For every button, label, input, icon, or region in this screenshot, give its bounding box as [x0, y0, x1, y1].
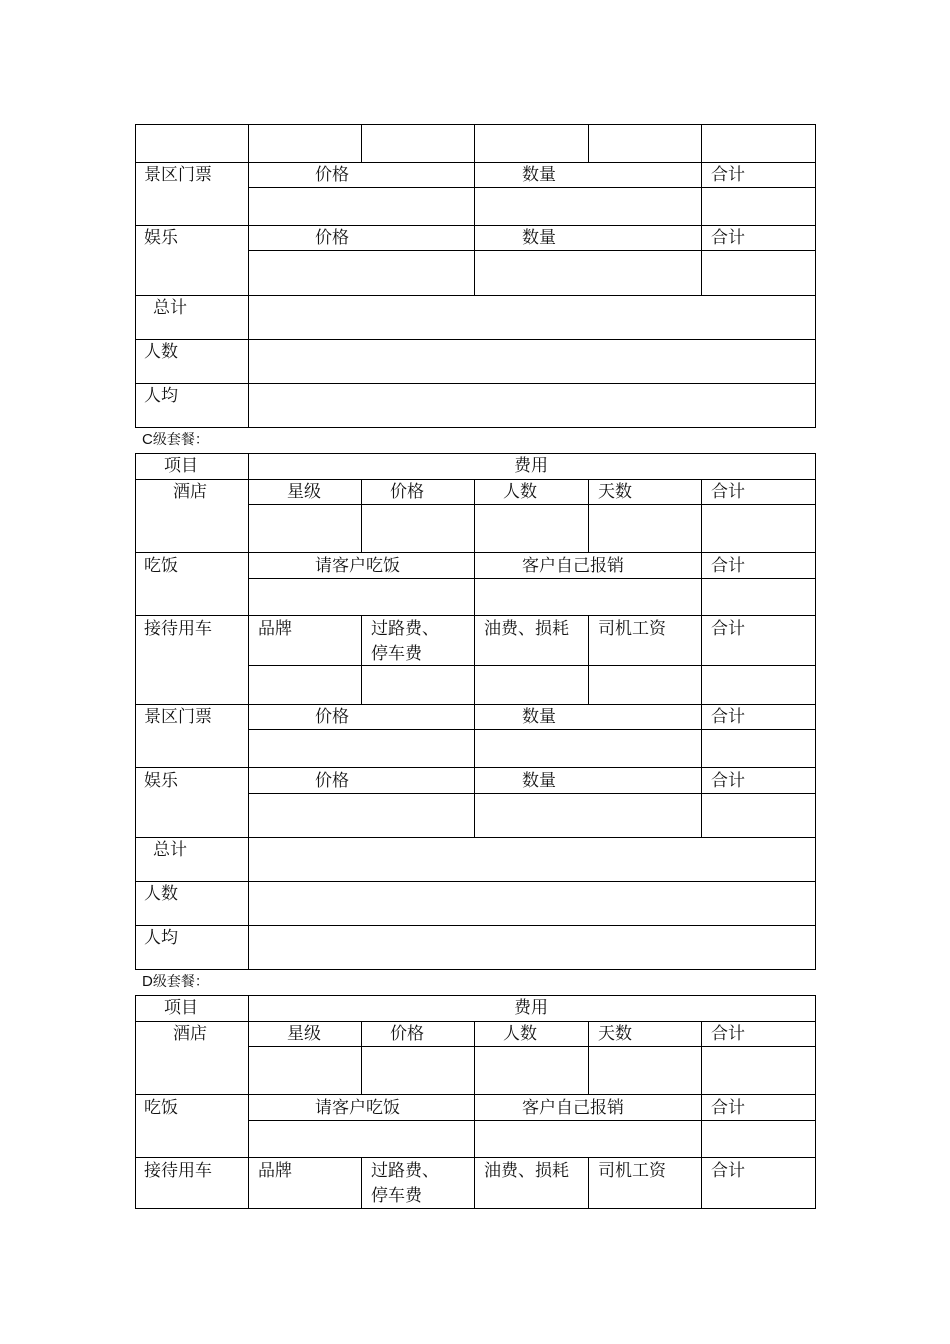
col-price: 价格: [390, 482, 424, 502]
table-rule: [135, 124, 136, 428]
table-rule: [361, 479, 362, 553]
table-rule: [248, 187, 816, 188]
col-total: 合计: [711, 165, 745, 185]
col-driver-wage: 司机工资: [598, 1161, 666, 1181]
col-people: 人数: [503, 1024, 537, 1044]
row-label-meal: 吃饭: [144, 556, 178, 576]
caption-text: 级套餐：: [152, 974, 209, 990]
row-label-per-person: 人均: [144, 928, 178, 948]
table-rule: [135, 837, 816, 838]
table-rule: [588, 1157, 589, 1209]
table-rule: [135, 295, 816, 296]
caption-text: 级套餐：: [152, 432, 209, 448]
col-price: 价格: [315, 771, 349, 791]
table-rule: [135, 383, 816, 384]
col-total: 合计: [711, 619, 745, 639]
table-rule: [135, 1157, 816, 1158]
table-rule: [815, 124, 816, 428]
table-rule: [248, 578, 816, 579]
col-days: 天数: [598, 1024, 632, 1044]
col-treat-client: 请客户吃饭: [315, 1098, 400, 1118]
table-rule: [135, 427, 816, 428]
table-rule: [135, 881, 816, 882]
col-total: 合计: [711, 1024, 745, 1044]
table-rule: [135, 995, 136, 1209]
table-rule: [361, 615, 362, 704]
header-cost: 费用: [514, 456, 548, 476]
table-rule: [701, 1021, 702, 1209]
header-item: 项目: [164, 998, 198, 1018]
table-rule: [135, 969, 816, 970]
table-rule: [135, 162, 816, 163]
row-label-meal: 吃饭: [144, 1098, 178, 1118]
col-quantity: 数量: [522, 228, 556, 248]
table-rule: [135, 339, 816, 340]
table-rule: [135, 479, 816, 480]
col-client-reimburse: 客户自己报销: [522, 1098, 624, 1118]
col-treat-client: 请客户吃饭: [315, 556, 400, 576]
table-rule: [588, 479, 589, 553]
table-rule: [248, 1046, 816, 1047]
table-rule: [135, 615, 816, 616]
table-rule: [248, 1120, 816, 1121]
table-rule: [588, 124, 589, 162]
table-rule: [474, 479, 475, 837]
header-item: 项目: [164, 456, 198, 476]
col-parking: 停车费: [371, 1186, 422, 1206]
table-rule: [135, 552, 816, 553]
caption-letter: C: [142, 431, 153, 448]
table-rule: [248, 453, 249, 970]
row-label-entertainment: 娱乐: [144, 228, 178, 248]
row-label-entertainment: 娱乐: [144, 771, 178, 791]
table-rule: [248, 124, 249, 428]
section-c-caption: [142, 431, 209, 449]
table-rule: [135, 767, 816, 768]
row-label-car: 接待用车: [144, 619, 212, 639]
col-toll: 过路费、: [371, 1161, 439, 1181]
col-star-rating: 星级: [287, 482, 321, 502]
table-rule: [815, 453, 816, 970]
col-quantity: 数量: [522, 165, 556, 185]
table-rule: [248, 665, 816, 666]
col-total: 合计: [711, 1098, 745, 1118]
col-total: 合计: [711, 228, 745, 248]
col-quantity: 数量: [522, 771, 556, 791]
table-rule: [361, 1157, 362, 1209]
table-rule: [474, 1021, 475, 1209]
col-star-rating: 星级: [287, 1024, 321, 1044]
table-rule: [361, 1021, 362, 1095]
row-label-ticket: 景区门票: [144, 707, 212, 727]
col-total: 合计: [711, 556, 745, 576]
col-price: 价格: [315, 707, 349, 727]
row-label-per-person: 人均: [144, 386, 178, 406]
table-rule: [248, 793, 816, 794]
table-rule: [588, 1021, 589, 1095]
col-toll: 过路费、: [371, 619, 439, 639]
table-rule: [588, 615, 589, 704]
header-cost: 费用: [514, 998, 548, 1018]
table-rule: [135, 453, 816, 454]
col-brand: 品牌: [258, 619, 292, 639]
table-rule: [248, 250, 816, 251]
table-rule: [815, 995, 816, 1209]
col-total: 合计: [711, 707, 745, 727]
col-total: 合计: [711, 1161, 745, 1181]
col-fuel: 油费、损耗: [484, 619, 569, 639]
row-label-hotel: 酒店: [173, 482, 207, 502]
table-rule: [135, 1094, 816, 1095]
col-quantity: 数量: [522, 707, 556, 727]
col-price: 价格: [315, 165, 349, 185]
col-price: 价格: [390, 1024, 424, 1044]
caption-letter: D: [142, 973, 153, 990]
table-rule: [135, 1208, 816, 1209]
col-total: 合计: [711, 482, 745, 502]
table-rule: [135, 704, 816, 705]
col-brand: 品牌: [258, 1161, 292, 1181]
table-rule: [701, 479, 702, 837]
table-rule: [135, 225, 816, 226]
table-rule: [135, 925, 816, 926]
table-rule: [135, 995, 816, 996]
col-client-reimburse: 客户自己报销: [522, 556, 624, 576]
col-days: 天数: [598, 482, 632, 502]
row-label-people: 人数: [144, 884, 178, 904]
col-fuel: 油费、损耗: [484, 1161, 569, 1181]
row-label-people: 人数: [144, 342, 178, 362]
table-rule: [474, 124, 475, 295]
col-parking: 停车费: [371, 644, 422, 664]
col-total: 合计: [711, 771, 745, 791]
row-label-grand-total: 总计: [153, 840, 187, 860]
table-rule: [135, 1021, 816, 1022]
table-rule: [135, 124, 816, 125]
col-people: 人数: [503, 482, 537, 502]
col-driver-wage: 司机工资: [598, 619, 666, 639]
table-rule: [248, 504, 816, 505]
table-rule: [135, 453, 136, 970]
row-label-ticket: 景区门票: [144, 165, 212, 185]
row-label-car: 接待用车: [144, 1161, 212, 1181]
table-rule: [248, 729, 816, 730]
col-price: 价格: [315, 228, 349, 248]
table-rule: [701, 124, 702, 295]
section-d-caption: [142, 973, 209, 991]
table-rule: [361, 124, 362, 162]
table-rule: [248, 995, 249, 1209]
row-label-grand-total: 总计: [153, 298, 187, 318]
row-label-hotel: 酒店: [173, 1024, 207, 1044]
